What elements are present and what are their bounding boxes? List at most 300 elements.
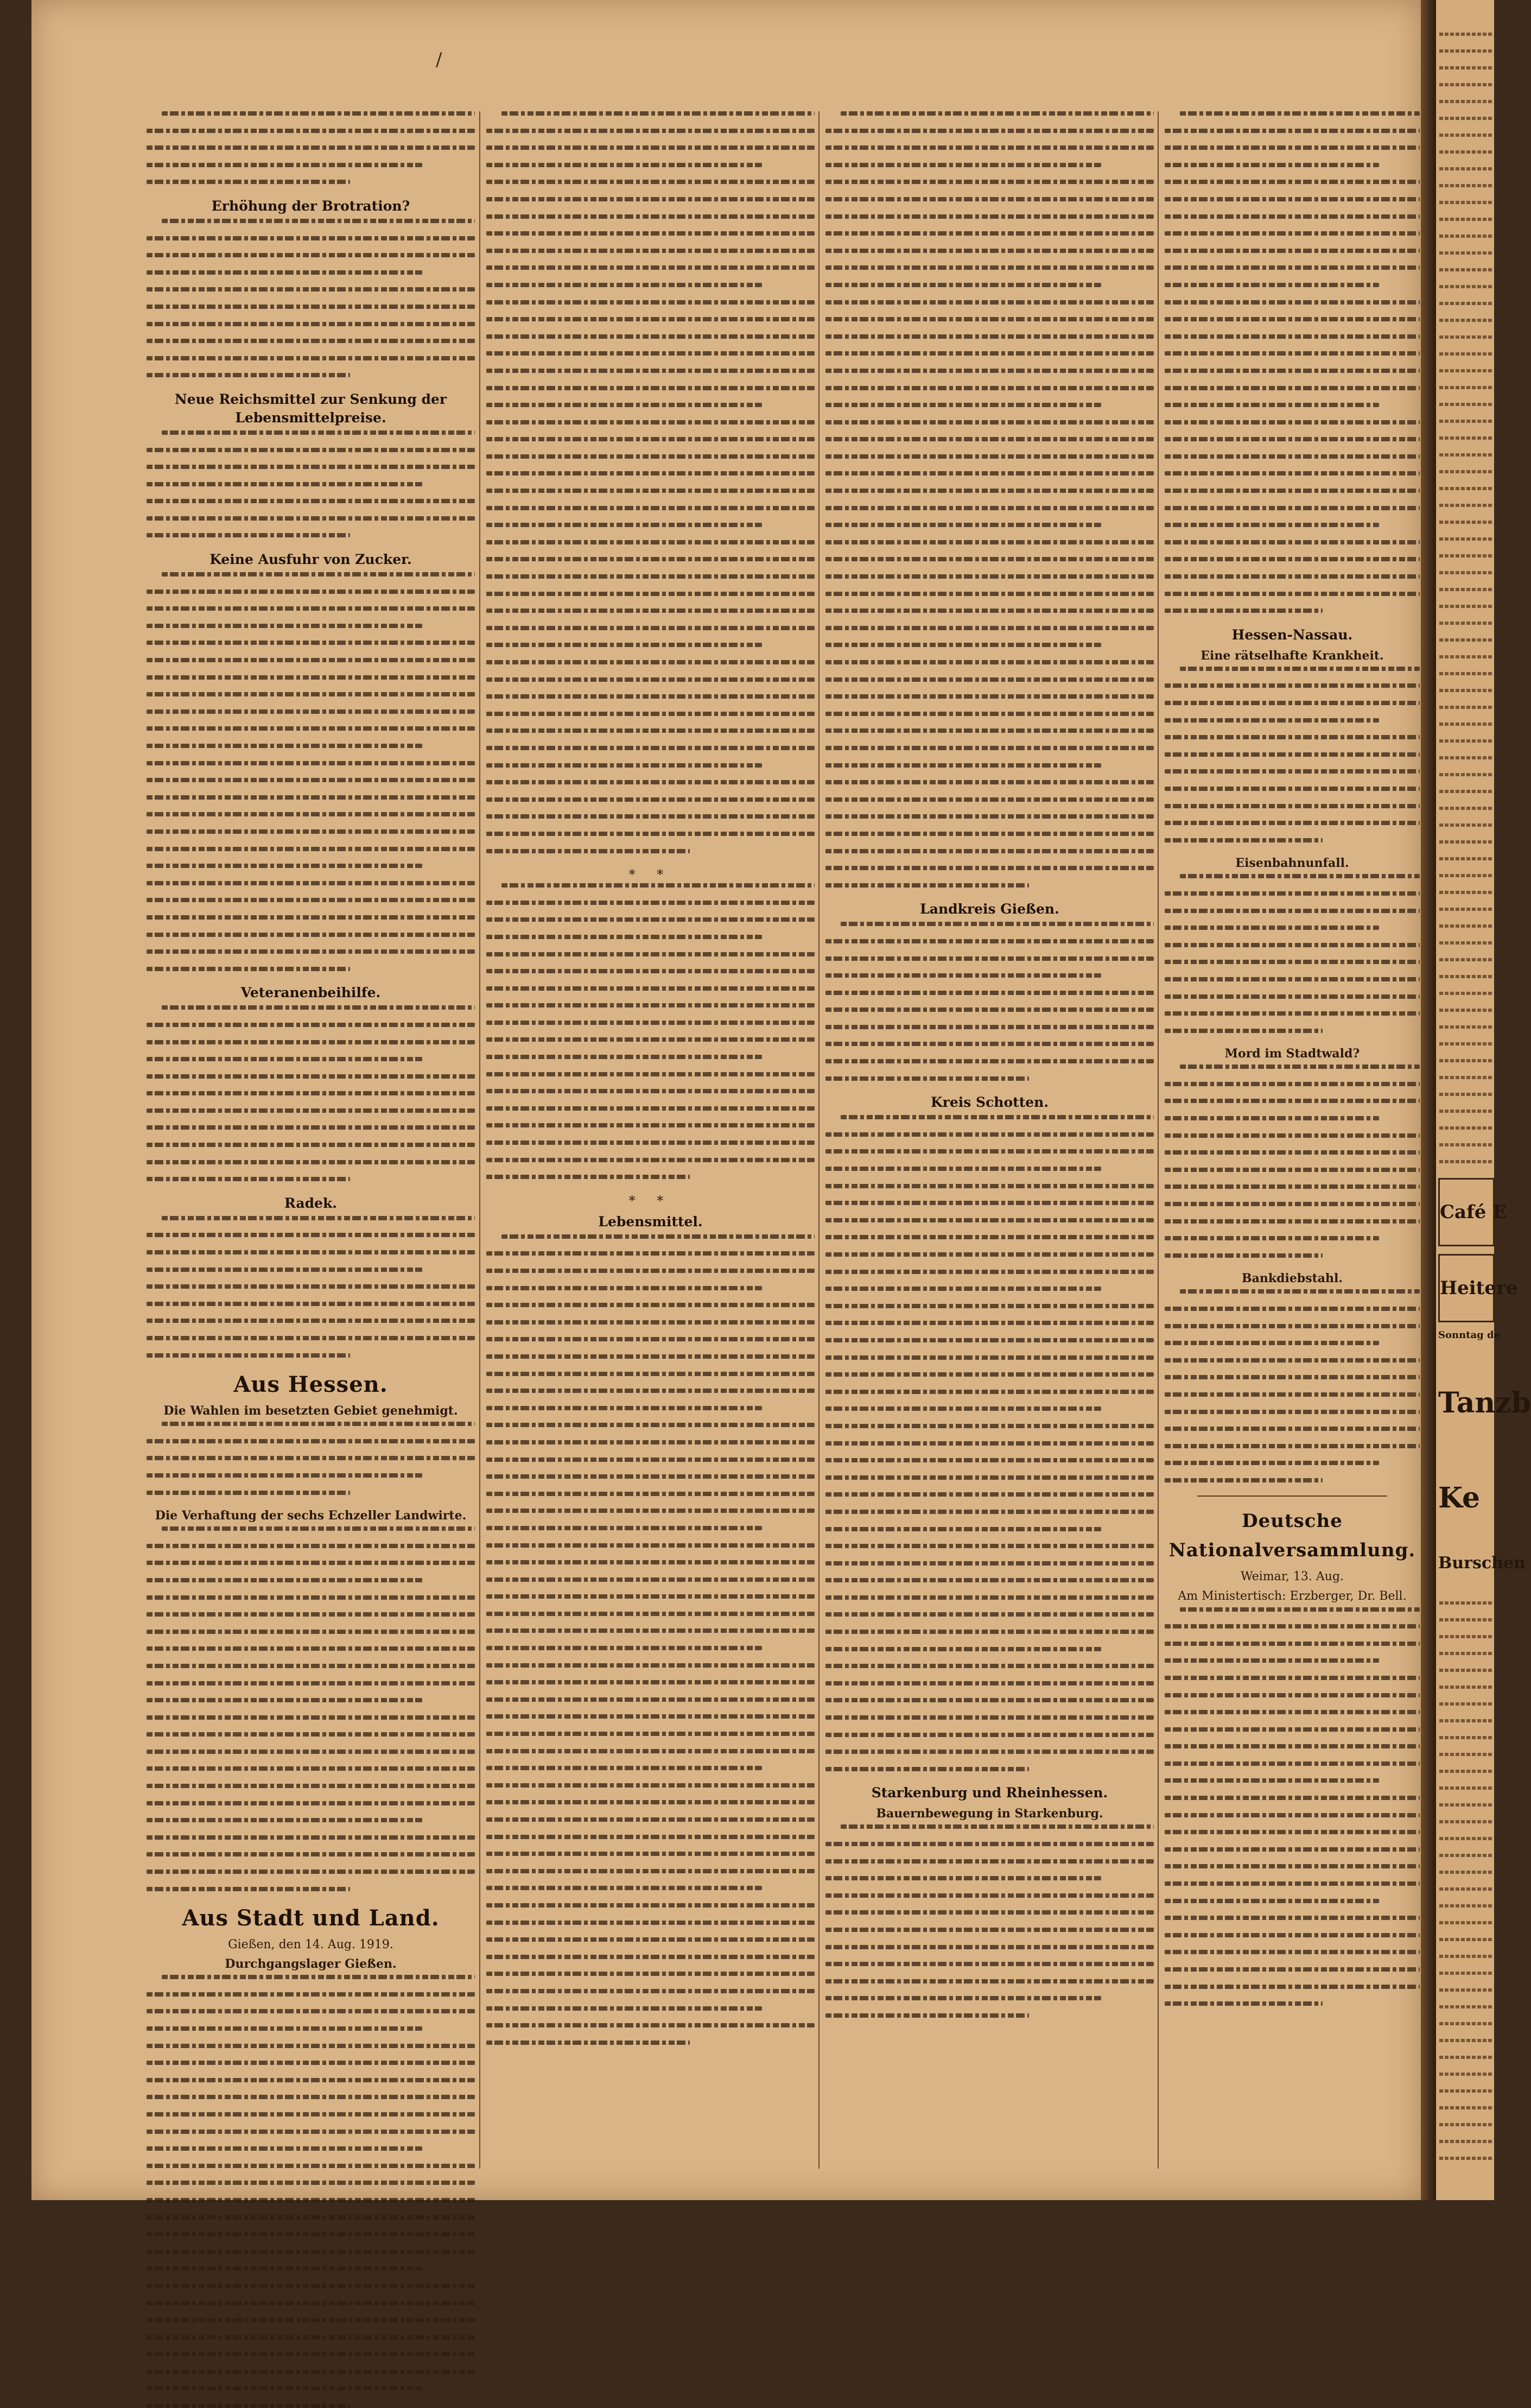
text-line bbox=[147, 1125, 475, 1130]
text-line bbox=[825, 180, 1154, 184]
text-line bbox=[825, 1132, 1154, 1137]
column-rule bbox=[1158, 111, 1159, 2169]
adjacent-text-line bbox=[1439, 1719, 1494, 1722]
text-line bbox=[147, 1336, 475, 1340]
section-heading: Aus Stadt und Land. bbox=[182, 1905, 440, 1931]
adjacent-text-line bbox=[1439, 1854, 1494, 1857]
text-line bbox=[486, 471, 815, 476]
text-line bbox=[147, 1074, 475, 1079]
text-line bbox=[841, 1115, 1154, 1119]
text-line bbox=[147, 2249, 475, 2254]
text-line bbox=[1180, 874, 1420, 878]
article-heading: Eisenbahnunfall. bbox=[1235, 856, 1349, 871]
column-3 bbox=[825, 111, 1154, 2174]
adjacent-text-line bbox=[1439, 2005, 1494, 2008]
article-text bbox=[147, 1526, 475, 1891]
text-line bbox=[1165, 735, 1420, 739]
text-line bbox=[1165, 574, 1420, 579]
text-line bbox=[486, 1175, 690, 1179]
text-line bbox=[825, 1406, 1101, 1411]
text-line bbox=[825, 1595, 1154, 1600]
text-line bbox=[486, 163, 762, 167]
text-line bbox=[1165, 1410, 1420, 1414]
text-line bbox=[486, 1646, 762, 1650]
text-line bbox=[147, 1612, 475, 1617]
text-line bbox=[825, 1025, 1154, 1029]
text-line bbox=[825, 1578, 1154, 1582]
text-line bbox=[147, 1766, 475, 1771]
text-line bbox=[147, 2078, 475, 2082]
text-line bbox=[147, 1732, 475, 1737]
text-line bbox=[1165, 1676, 1420, 1680]
article-heading: Lebensmittel. bbox=[598, 1213, 703, 1230]
adjacent-text-line bbox=[1439, 184, 1494, 187]
text-line bbox=[147, 1091, 475, 1095]
text-line bbox=[486, 1869, 815, 1873]
adjacent-text-line bbox=[1439, 1143, 1494, 1146]
text-line bbox=[147, 1750, 475, 1754]
text-line bbox=[825, 1647, 1101, 1651]
adjacent-text-line bbox=[1439, 992, 1494, 995]
text-line bbox=[147, 322, 475, 326]
text-line bbox=[825, 1630, 1154, 1634]
text-line bbox=[1165, 804, 1420, 808]
text-line bbox=[825, 609, 1154, 613]
text-line bbox=[147, 2284, 475, 2288]
text-line bbox=[147, 1143, 475, 1147]
text-line bbox=[147, 356, 475, 360]
text-line bbox=[147, 692, 475, 696]
text-line bbox=[486, 1817, 815, 1822]
text-line bbox=[147, 2009, 475, 2013]
text-line bbox=[825, 1338, 1154, 1342]
adjacent-text-line bbox=[1439, 302, 1494, 305]
article-heading: Kreis Schotten. bbox=[930, 1094, 1049, 1111]
text-line bbox=[486, 1509, 815, 1513]
article-text bbox=[1165, 667, 1420, 842]
text-line bbox=[1165, 1933, 1420, 1937]
text-line bbox=[825, 643, 1101, 647]
adjacent-text-line bbox=[1439, 1786, 1494, 1790]
text-line bbox=[147, 829, 475, 834]
text-line bbox=[825, 1750, 1154, 1754]
adjacent-text-line bbox=[1439, 588, 1494, 591]
text-line bbox=[147, 658, 475, 662]
text-line bbox=[162, 1526, 475, 1531]
adjacent-text-line bbox=[1439, 823, 1494, 827]
text-line bbox=[486, 197, 815, 201]
adjacent-text-line bbox=[1439, 453, 1494, 457]
text-line bbox=[486, 1458, 815, 1462]
adjacent-text-line bbox=[1439, 622, 1494, 625]
text-line bbox=[486, 1440, 815, 1444]
text-line bbox=[1180, 1289, 1420, 1294]
text-line bbox=[501, 1234, 815, 1239]
adjacent-text-line bbox=[1439, 1736, 1494, 1739]
text-line bbox=[486, 1337, 815, 1341]
text-line bbox=[486, 1749, 815, 1753]
text-line bbox=[825, 1979, 1154, 1984]
article-text bbox=[825, 111, 1154, 888]
text-line bbox=[486, 814, 815, 819]
text-line bbox=[825, 1007, 1154, 1012]
adjacent-text-line bbox=[1439, 1972, 1494, 1975]
text-line bbox=[486, 1937, 815, 1942]
text-line bbox=[486, 1921, 815, 1925]
advertisement: Burschen bbox=[1438, 1554, 1526, 1573]
article-text bbox=[1165, 111, 1420, 613]
text-line bbox=[147, 253, 475, 257]
text-line bbox=[147, 606, 475, 611]
text-line bbox=[1165, 300, 1420, 305]
text-line bbox=[486, 1269, 815, 1273]
text-line bbox=[1165, 540, 1420, 544]
text-line bbox=[147, 1578, 422, 1582]
text-line bbox=[486, 626, 815, 630]
text-line bbox=[486, 403, 762, 407]
article-text bbox=[147, 1975, 475, 2408]
text-line bbox=[825, 334, 1154, 339]
text-line bbox=[147, 675, 475, 680]
article-text bbox=[147, 111, 475, 184]
text-line bbox=[1165, 557, 1420, 561]
article-heading: Keine Ausfuhr von Zucker. bbox=[209, 552, 412, 568]
adjacent-text-line bbox=[1439, 941, 1494, 945]
adjacent-text-line bbox=[1439, 756, 1494, 759]
text-line bbox=[1165, 1202, 1420, 1206]
text-line bbox=[825, 832, 1154, 836]
text-line bbox=[147, 499, 475, 503]
adjacent-text-line bbox=[1439, 1803, 1494, 1807]
text-line bbox=[162, 430, 475, 435]
text-line bbox=[1165, 1427, 1420, 1431]
text-line bbox=[1165, 1727, 1420, 1732]
text-line bbox=[1165, 769, 1420, 774]
text-line bbox=[825, 1252, 1154, 1257]
text-line bbox=[162, 1422, 475, 1426]
adjacent-text-line bbox=[1439, 2022, 1494, 2025]
adjacent-text-line bbox=[1439, 672, 1494, 675]
adjacent-text-line bbox=[1439, 908, 1494, 911]
text-line bbox=[486, 797, 815, 802]
text-line bbox=[1165, 1967, 1420, 1972]
text-line bbox=[1165, 129, 1420, 133]
text-line bbox=[147, 881, 475, 885]
text-line bbox=[147, 847, 475, 851]
article-heading: Eine rätselhafte Krankheit. bbox=[1200, 648, 1384, 663]
text-line bbox=[1165, 1916, 1420, 1920]
article-text bbox=[486, 111, 815, 853]
text-line bbox=[1165, 1444, 1420, 1448]
text-line bbox=[825, 2013, 1029, 2018]
article-text bbox=[147, 1216, 475, 1358]
text-line bbox=[147, 1595, 475, 1600]
text-line bbox=[147, 305, 475, 309]
column-1 bbox=[147, 111, 475, 2174]
text-line bbox=[147, 1353, 350, 1358]
text-line bbox=[825, 317, 1154, 321]
text-line bbox=[486, 901, 815, 905]
adjacent-text-line bbox=[1439, 352, 1494, 356]
text-line bbox=[486, 214, 815, 219]
dateline: Weimar, 13. Aug. bbox=[1240, 1569, 1344, 1583]
text-line bbox=[825, 626, 1154, 630]
text-line bbox=[825, 956, 1154, 961]
text-line bbox=[1165, 683, 1420, 688]
text-line bbox=[147, 2352, 475, 2356]
text-line bbox=[486, 249, 815, 253]
text-line bbox=[147, 761, 475, 765]
text-line bbox=[825, 1059, 1154, 1063]
text-line bbox=[1165, 1950, 1420, 1954]
text-line bbox=[147, 287, 475, 292]
text-line bbox=[825, 1962, 1154, 1966]
text-line bbox=[825, 351, 1154, 356]
text-line bbox=[825, 1355, 1154, 1360]
text-line bbox=[147, 2404, 350, 2408]
text-line bbox=[825, 1218, 1154, 1222]
text-line bbox=[1165, 1796, 1420, 1800]
text-line bbox=[825, 1612, 1154, 1617]
text-line bbox=[486, 1286, 762, 1290]
adjacent-text-line bbox=[1439, 605, 1494, 608]
text-line bbox=[1165, 1324, 1420, 1328]
text-line bbox=[825, 300, 1154, 305]
page-number: / bbox=[436, 49, 442, 71]
text-line bbox=[147, 1887, 350, 1891]
text-line bbox=[486, 1612, 815, 1616]
text-line bbox=[147, 1698, 422, 1702]
text-line bbox=[825, 283, 1101, 287]
text-line bbox=[1165, 926, 1379, 930]
text-line bbox=[486, 1251, 815, 1256]
column-2 bbox=[486, 111, 815, 2174]
text-line bbox=[1165, 838, 1323, 842]
adjacent-text-line bbox=[1439, 1009, 1494, 1012]
text-line bbox=[1165, 1133, 1420, 1138]
text-line bbox=[1165, 489, 1420, 493]
text-line bbox=[825, 1715, 1154, 1720]
text-line bbox=[1165, 1082, 1420, 1086]
text-line bbox=[825, 1945, 1154, 1949]
text-line bbox=[1165, 977, 1420, 981]
separator-stars: * * bbox=[628, 1193, 672, 1208]
text-line bbox=[147, 1057, 422, 1061]
text-line bbox=[1165, 1253, 1323, 1258]
text-line bbox=[147, 1835, 475, 1840]
text-line bbox=[1165, 1830, 1420, 1834]
text-line bbox=[486, 1732, 815, 1736]
advertisement: Tanzb bbox=[1438, 1386, 1531, 1420]
text-line bbox=[486, 540, 815, 544]
text-line bbox=[825, 1201, 1154, 1205]
text-line bbox=[1180, 667, 1420, 671]
text-line bbox=[825, 523, 1101, 527]
text-line bbox=[1165, 317, 1420, 321]
text-line bbox=[147, 270, 422, 275]
text-line bbox=[147, 2335, 475, 2340]
text-line bbox=[1165, 1236, 1379, 1240]
text-line bbox=[486, 1886, 762, 1890]
text-line bbox=[825, 939, 1154, 943]
text-line bbox=[825, 265, 1154, 270]
text-line bbox=[1165, 265, 1420, 270]
article-heading: Die Verhaftung der sechs Echzeller Landwirte. bbox=[155, 1509, 467, 1523]
text-line bbox=[486, 317, 815, 321]
text-line bbox=[486, 180, 815, 184]
text-line bbox=[825, 454, 1154, 459]
column-4 bbox=[1165, 111, 1420, 2174]
text-line bbox=[147, 1544, 475, 1548]
text-line bbox=[1165, 1461, 1379, 1465]
text-line bbox=[486, 969, 815, 973]
text-line bbox=[147, 1160, 475, 1164]
text-line bbox=[486, 1106, 815, 1111]
text-line bbox=[486, 1852, 815, 1856]
text-line bbox=[825, 1996, 1101, 2000]
adjacent-text-line bbox=[1439, 251, 1494, 255]
text-line bbox=[147, 641, 475, 645]
text-line bbox=[147, 1284, 475, 1289]
text-line bbox=[1165, 1761, 1420, 1766]
adjacent-text-line bbox=[1439, 436, 1494, 440]
adjacent-text-line bbox=[1439, 1669, 1494, 1672]
text-line bbox=[486, 129, 815, 133]
adjacent-text-line bbox=[1439, 773, 1494, 776]
adjacent-text-line bbox=[1439, 874, 1494, 877]
text-line bbox=[825, 1544, 1154, 1548]
text-line bbox=[825, 1424, 1154, 1428]
text-line bbox=[825, 1441, 1154, 1446]
adjacent-text-line bbox=[1439, 1753, 1494, 1756]
text-line bbox=[825, 849, 1154, 853]
adjacent-text-line bbox=[1439, 218, 1494, 221]
text-line bbox=[486, 231, 815, 236]
text-line bbox=[825, 1475, 1154, 1480]
adjacent-text-line bbox=[1439, 2089, 1494, 2093]
adjacent-text-line bbox=[1439, 470, 1494, 473]
text-line bbox=[825, 1876, 1101, 1880]
article-heading: Mord im Stadtwald? bbox=[1224, 1047, 1360, 1061]
text-line bbox=[147, 864, 422, 868]
text-line bbox=[825, 780, 1154, 784]
text-line bbox=[486, 1089, 815, 1093]
text-line bbox=[825, 1910, 1154, 1915]
text-line bbox=[1165, 1150, 1420, 1155]
adjacent-text-line bbox=[1439, 655, 1494, 658]
article-heading: Die Wahlen im besetzten Gebiet genehmigt. bbox=[163, 1404, 458, 1418]
adjacent-text-line bbox=[1439, 1635, 1494, 1638]
adjacent-text-line bbox=[1439, 723, 1494, 726]
text-line bbox=[486, 1835, 815, 1839]
adjacent-text-line bbox=[1439, 268, 1494, 271]
text-line bbox=[147, 1630, 475, 1634]
text-line bbox=[825, 1042, 1154, 1046]
adjacent-text-line bbox=[1439, 33, 1494, 36]
text-line bbox=[147, 744, 422, 748]
text-line bbox=[486, 369, 815, 373]
text-line bbox=[147, 1664, 475, 1668]
adjacent-text-line bbox=[1439, 49, 1494, 53]
attendance-line: Am Ministertisch: Erzberger, Dr. Bell. bbox=[1178, 1589, 1407, 1603]
adjacent-text-line bbox=[1439, 638, 1494, 642]
text-line bbox=[1165, 1778, 1379, 1783]
text-line bbox=[486, 1037, 815, 1042]
adjacent-text-line bbox=[1439, 1904, 1494, 1908]
text-line bbox=[825, 557, 1154, 561]
text-line bbox=[825, 883, 1029, 888]
text-line bbox=[1165, 351, 1420, 356]
article-heading: Bankdiebstahl. bbox=[1241, 1271, 1343, 1286]
book-spine bbox=[1421, 0, 1436, 2200]
adjacent-text-line bbox=[1439, 504, 1494, 507]
text-line bbox=[486, 592, 815, 596]
text-line bbox=[147, 2044, 475, 2048]
text-line bbox=[147, 1439, 475, 1443]
adjacent-text-line bbox=[1439, 2123, 1494, 2126]
adjacent-text-line bbox=[1439, 1938, 1494, 1941]
adjacent-text-line bbox=[1439, 571, 1494, 574]
text-line bbox=[825, 1372, 1154, 1377]
text-line bbox=[825, 369, 1154, 373]
text-line bbox=[486, 334, 815, 339]
adjacent-text-line bbox=[1439, 891, 1494, 894]
adjacent-text-line bbox=[1439, 66, 1494, 69]
text-line bbox=[486, 746, 815, 750]
text-line bbox=[486, 643, 762, 647]
adjacent-text-line bbox=[1439, 924, 1494, 928]
text-line bbox=[825, 163, 1101, 167]
text-line bbox=[1165, 609, 1323, 613]
text-line bbox=[147, 624, 422, 628]
dateline: Gießen, den 14. Aug. 1919. bbox=[228, 1938, 393, 1952]
text-line bbox=[147, 2301, 475, 2305]
text-line bbox=[486, 728, 815, 733]
text-line bbox=[147, 1302, 475, 1306]
adjacent-text-line bbox=[1439, 2140, 1494, 2143]
text-line bbox=[1165, 454, 1420, 459]
text-line bbox=[825, 677, 1154, 682]
text-line bbox=[825, 866, 1154, 870]
text-line bbox=[1165, 1219, 1420, 1224]
text-line bbox=[486, 1800, 815, 1804]
text-line bbox=[1165, 1307, 1420, 1311]
adjacent-text-line bbox=[1439, 335, 1494, 339]
text-line bbox=[1165, 1813, 1420, 1817]
adjacent-text-line bbox=[1439, 100, 1494, 103]
text-line bbox=[1165, 1184, 1420, 1189]
text-line bbox=[486, 694, 815, 699]
text-line bbox=[1165, 909, 1420, 913]
adjacent-text-line bbox=[1439, 1770, 1494, 1773]
text-line bbox=[147, 2232, 475, 2236]
text-line bbox=[147, 1818, 422, 1822]
text-line bbox=[486, 1303, 815, 1307]
adjacent-text-line bbox=[1439, 857, 1494, 860]
adjacent-text-line bbox=[1439, 790, 1494, 793]
text-line bbox=[486, 386, 815, 390]
text-line bbox=[147, 339, 475, 343]
text-line bbox=[825, 1321, 1154, 1325]
text-line bbox=[1165, 1899, 1379, 1903]
text-line bbox=[486, 1543, 815, 1548]
text-line bbox=[486, 2041, 690, 2045]
text-line bbox=[486, 832, 815, 836]
text-line bbox=[1180, 1607, 1420, 1612]
text-line bbox=[147, 1646, 475, 1651]
text-line bbox=[825, 694, 1154, 699]
text-line bbox=[825, 1167, 1101, 1171]
